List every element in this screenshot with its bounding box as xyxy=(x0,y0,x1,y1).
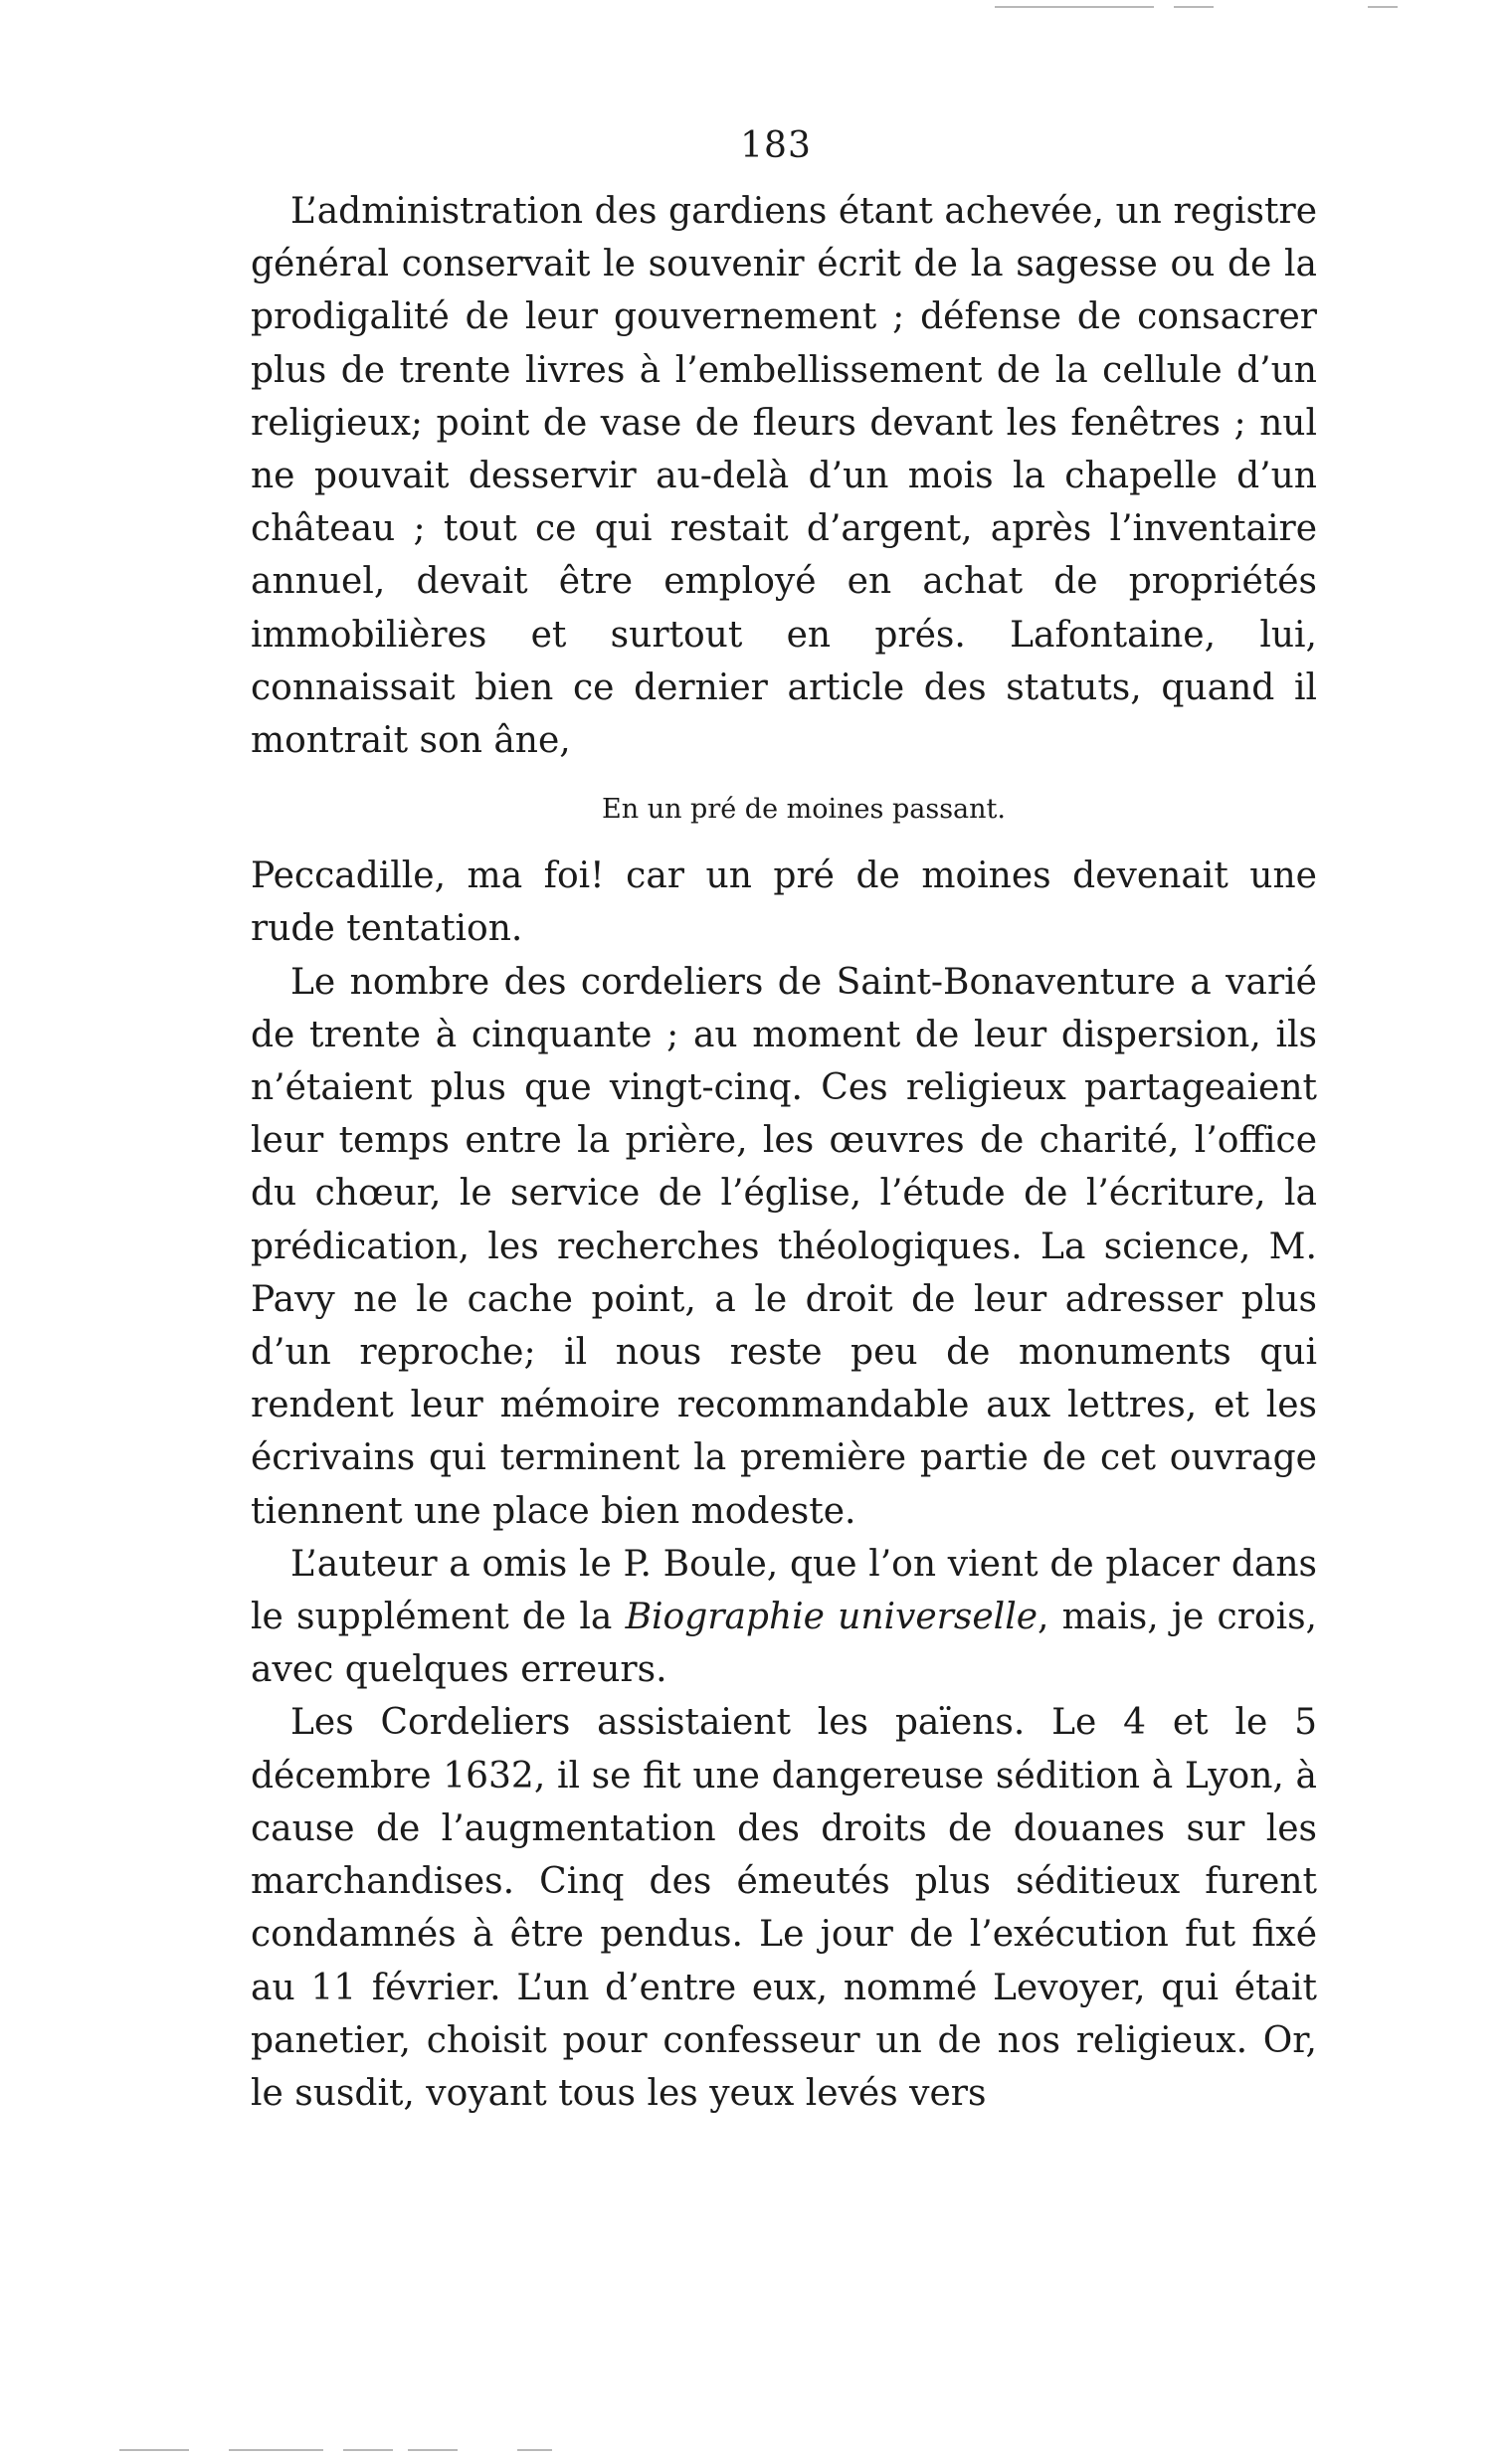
scan-edge-mark-bottom xyxy=(408,2449,458,2451)
paragraph: Les Cordeliers assistaient les païens. Le 4 et le 5 décembre 1632, il se fit une dangereuse sédition à Lyon, à cause de l’augmentation des droits de douanes sur les marchandises. Cinq des émeutés plus séditieux furent condamnés à être pendus. Le jour de l’exécution fut fixé au 11 février. L’un d’entre eux, nommé Levoyer, qui était panetier, choisit pour confesseur un de nos religieux. Or, le susdit, voyant tous les yeux levés vers xyxy=(251,1702,1317,2114)
paragraph-text: , mais, je crois, avec quelques erreurs. xyxy=(251,1597,1317,1691)
page-number: 183 xyxy=(740,125,812,166)
verse-quote: En un pré de moines passant. xyxy=(602,794,1006,826)
paragraph: L’administration des gardiens étant achevée, un registre général conservait le souvenir écrit de la sagesse ou de la prodigalité de leur gouvernement ; défense de consacrer plus de trente livres à l’embellissement de la cellule d’un religieux; point de vase de fleurs devant les fenêtres ; nul ne pouvait desservir au-delà d’un mois la chapelle d’un château ; tout ce qui restait d’argent, après l’inventaire annuel, devait être employé en achat de propriétés immobilières et surtout en prés. Lafontaine, lui, connaissait bien ce dernier article des statuts, quand il montrait son âne, xyxy=(251,191,1317,762)
scan-edge-mark-bottom xyxy=(229,2449,323,2451)
book-title: Biographie universelle xyxy=(625,1597,1039,1638)
scan-edge-mark-top xyxy=(1368,6,1398,8)
scan-edge-mark-bottom xyxy=(517,2449,552,2451)
scan-edge-mark-top xyxy=(995,6,1154,8)
scan-edge-mark-bottom xyxy=(343,2449,393,2451)
scan-edge-mark-top xyxy=(1174,6,1214,8)
paragraph: Peccadille, ma foi! car un pré de moines devenait une rude tentation. xyxy=(251,855,1317,950)
body-text xyxy=(251,185,1317,2120)
scan-edge-mark-bottom xyxy=(119,2449,189,2451)
paragraph xyxy=(251,1538,1317,1697)
paragraph: Le nombre des cordeliers de Saint-Bonaventure a varié de trente à cinquante ; au moment de leur dispersion, ils n’étaient plus que vingt-cinq. Ces religieux partageaient leur temps entre la prière, les œuvres de charité, l’office du chœur, le service de l’église, l’étude de l’écriture, la prédication, les recherches théologiques. La science, M. Pavy ne le cache point, a le droit de leur adresser plus d’un reproche; il nous reste peu de monuments qui rendent leur mémoire recommandable aux lettres, et les écrivains qui terminent la première partie de cet ouvrage tiennent une place bien modeste. xyxy=(251,961,1317,1532)
paragraph-text: L’auteur a omis le P. Boule, que l’on vient de placer dans le supplément de la xyxy=(251,1543,1317,1638)
